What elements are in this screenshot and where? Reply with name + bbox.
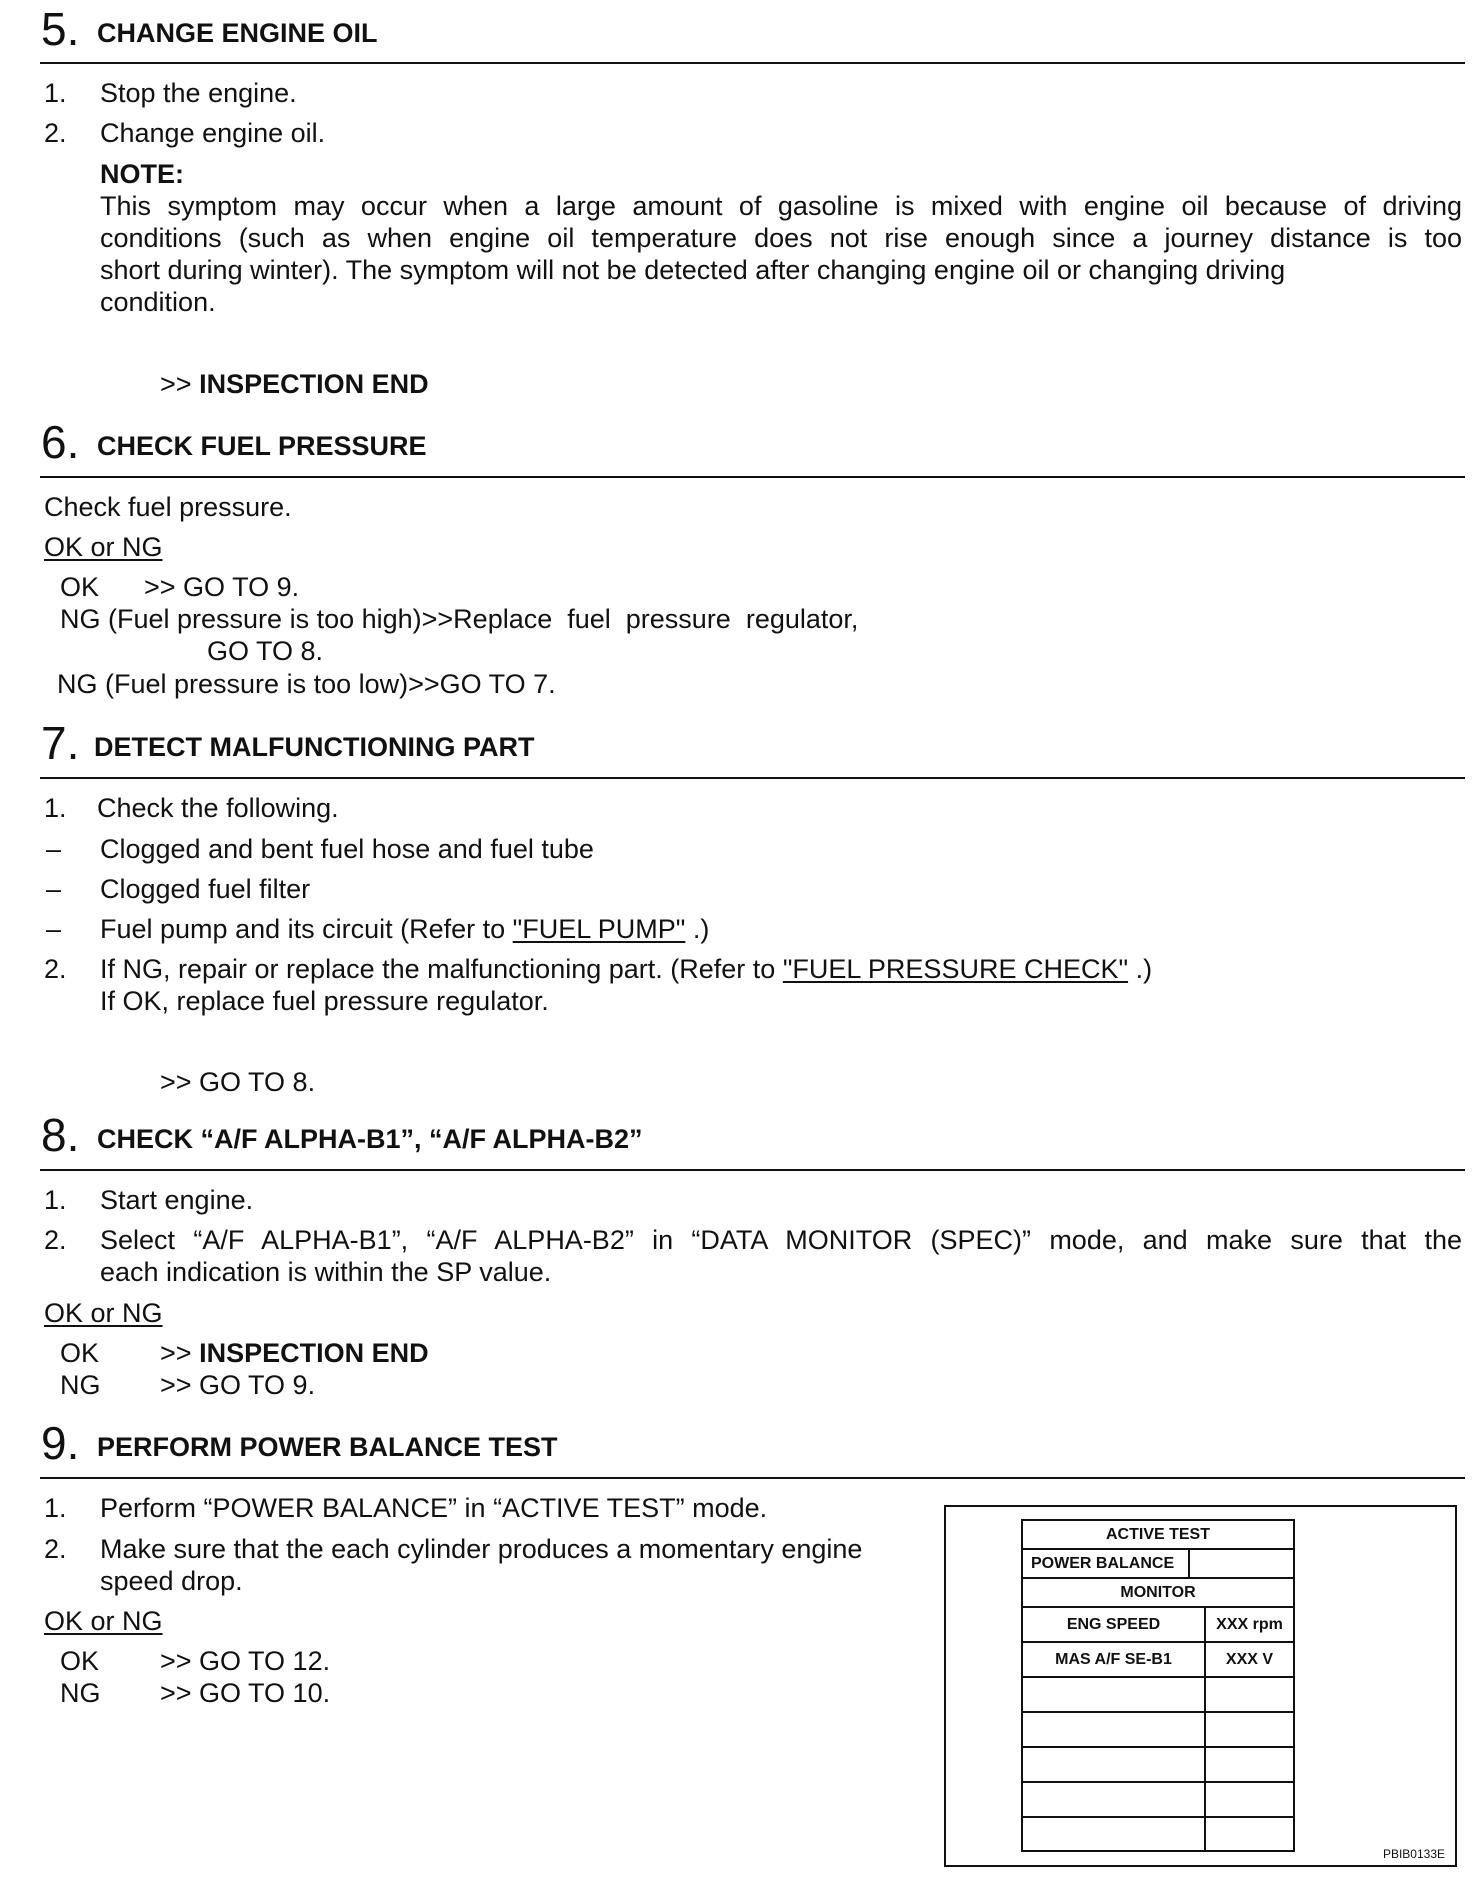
fuel-pump-link[interactable]: "FUEL PUMP"	[512, 914, 686, 944]
step7-bullet2-text: Clogged fuel filter	[100, 874, 311, 904]
step9-item2-line1: Make sure that the each cylinder produces a momentary engine	[100, 1534, 863, 1564]
step8-item1-text: Start engine.	[100, 1185, 254, 1215]
step8-ok-text: INSPECTION END	[199, 1338, 429, 1368]
step5-note-line3: short during winter). The symptom will not be detected after changing engine oil or changing driving	[100, 255, 1286, 285]
power-balance-label: POWER BALANCE	[1031, 1555, 1175, 1572]
step5-item1-text: Stop the engine.	[100, 78, 297, 108]
step7-number: 7.	[41, 717, 80, 769]
step6-title: CHECK FUEL PRESSURE	[97, 431, 427, 461]
monitor-label: MONITOR	[1120, 1584, 1196, 1601]
active-test-header: ACTIVE TEST	[1105, 1526, 1210, 1543]
grid-hline	[1023, 1548, 1293, 1550]
step6-instruction: Check fuel pressure.	[44, 492, 292, 522]
fuel-pressure-check-link[interactable]: "FUEL PRESSURE CHECK"	[782, 954, 1129, 984]
step7-bullet3-dash: –	[46, 914, 62, 944]
step8-item2-num: 2.	[44, 1225, 67, 1255]
step8-item2-line2: each indication is within the SP value.	[100, 1257, 552, 1287]
step9-item2-num: 2.	[44, 1534, 67, 1564]
step7-bullet3	[100, 913, 709, 945]
grid-hline	[1023, 1781, 1293, 1783]
step5-note-line1: This symptom may occur when a large amount of gasoline is mixed with engine oil because of driving	[100, 191, 1462, 221]
step9-ok-result: >> GO TO 12.	[160, 1646, 331, 1676]
step6-rule	[40, 476, 1465, 478]
mas-af-label: MAS A/F SE-B1	[1055, 1651, 1172, 1668]
step9-okng-label: OK or NG	[44, 1606, 163, 1636]
step5-result-text: INSPECTION END	[199, 369, 429, 399]
step6-number: 6.	[41, 416, 80, 468]
grid-hline	[1023, 1816, 1293, 1818]
step9-ok-label: OK	[60, 1646, 100, 1676]
step8-ok-prefix: >>	[160, 1338, 192, 1368]
step7-title: DETECT MALFUNCTIONING PART	[94, 732, 535, 762]
grid-hline	[1023, 1606, 1293, 1608]
step5-result-prefix: >>	[160, 369, 192, 399]
grid-hline	[1023, 1711, 1293, 1713]
step9-item1-num: 1.	[44, 1493, 67, 1523]
step5-item1-num: 1.	[44, 78, 67, 108]
step8-ok-result	[160, 1337, 429, 1369]
step7-item1-text: Check the following.	[97, 793, 339, 823]
step7-item2-line2: If OK, replace fuel pressure regulator.	[100, 986, 549, 1016]
step8-ng-result: >> GO TO 9.	[160, 1370, 316, 1400]
grid-hline	[1023, 1641, 1293, 1643]
step6-result-ok: OK >> GO TO 9.	[60, 572, 300, 602]
step7-item2-pre: If NG, repair or replace the malfunctioning part. (Refer to	[100, 954, 783, 984]
step8-title: CHECK “A/F ALPHA-B1”, “A/F ALPHA-B2”	[97, 1124, 643, 1154]
step9-ng-result: >> GO TO 10.	[160, 1678, 331, 1708]
step5-rule	[40, 62, 1465, 64]
grid-vline	[1188, 1550, 1190, 1577]
step9-title: PERFORM POWER BALANCE TEST	[97, 1432, 558, 1462]
step6-result-ng-high: NG (Fuel pressure is too high)>>Replace fuel pressure regulator,	[60, 604, 859, 634]
step5-note-line2: conditions (such as when engine oil temperature does not rise enough since a journey distance is too	[100, 223, 1462, 253]
step8-item1-num: 1.	[44, 1185, 67, 1215]
step7-rule	[40, 777, 1465, 779]
step5-number: 5.	[41, 3, 80, 55]
step5-note-label: NOTE:	[100, 159, 184, 189]
step7-item2-post: .)	[1128, 954, 1153, 984]
step8-rule	[40, 1169, 1465, 1171]
active-test-screen	[1021, 1519, 1295, 1852]
eng-speed-label: ENG SPEED	[1066, 1616, 1161, 1633]
mas-af-value: XXX V	[1225, 1651, 1274, 1668]
step7-item2	[100, 953, 1152, 985]
step5-note-line4: condition.	[100, 287, 216, 317]
step7-bullet2-dash: –	[46, 874, 62, 904]
figure-id: PBIB0133E	[1382, 1847, 1445, 1861]
step8-okng-label: OK or NG	[44, 1298, 163, 1328]
eng-speed-value: XXX rpm	[1216, 1616, 1283, 1633]
step5-item2-num: 2.	[44, 118, 67, 148]
step9-ng-label: NG	[60, 1678, 101, 1708]
step9-item2-line2: speed drop.	[100, 1566, 243, 1596]
step6-result-ng-high-goto: GO TO 8.	[207, 636, 324, 666]
step8-item2-line1: Select “A/F ALPHA-B1”, “A/F ALPHA-B2” in “DATA MONITOR (SPEC)” mode, and make sure that the	[100, 1225, 1462, 1255]
step5-title: CHANGE ENGINE OIL	[97, 18, 378, 48]
step7-item2-num: 2.	[44, 954, 67, 984]
step9-number: 9.	[41, 1417, 80, 1469]
step8-number: 8.	[41, 1109, 80, 1161]
grid-hline	[1023, 1676, 1293, 1678]
step5-result	[160, 368, 429, 400]
step9-item1-text: Perform “POWER BALANCE” in “ACTIVE TEST” mode.	[100, 1493, 768, 1523]
step8-ng-label: NG	[60, 1370, 101, 1400]
step9-rule	[40, 1477, 1465, 1479]
active-test-figure	[944, 1505, 1457, 1867]
step7-item1-num: 1.	[44, 793, 67, 823]
step7-bullet3-pre: Fuel pump and its circuit (Refer to	[100, 914, 513, 944]
step7-bullet3-post: .)	[685, 914, 710, 944]
step6-result-ng-low: NG (Fuel pressure is too low)>>GO TO 7.	[57, 669, 556, 699]
step5-item2-text: Change engine oil.	[100, 118, 326, 148]
step7-bullet1-dash: –	[46, 834, 62, 864]
grid-vline	[1204, 1608, 1206, 1850]
step8-ok-label: OK	[60, 1338, 100, 1368]
step6-okng-label: OK or NG	[44, 532, 163, 562]
step7-bullet1-text: Clogged and bent fuel hose and fuel tube	[100, 834, 594, 864]
step7-result: >> GO TO 8.	[160, 1067, 316, 1097]
grid-hline	[1023, 1577, 1293, 1579]
grid-hline	[1023, 1746, 1293, 1748]
